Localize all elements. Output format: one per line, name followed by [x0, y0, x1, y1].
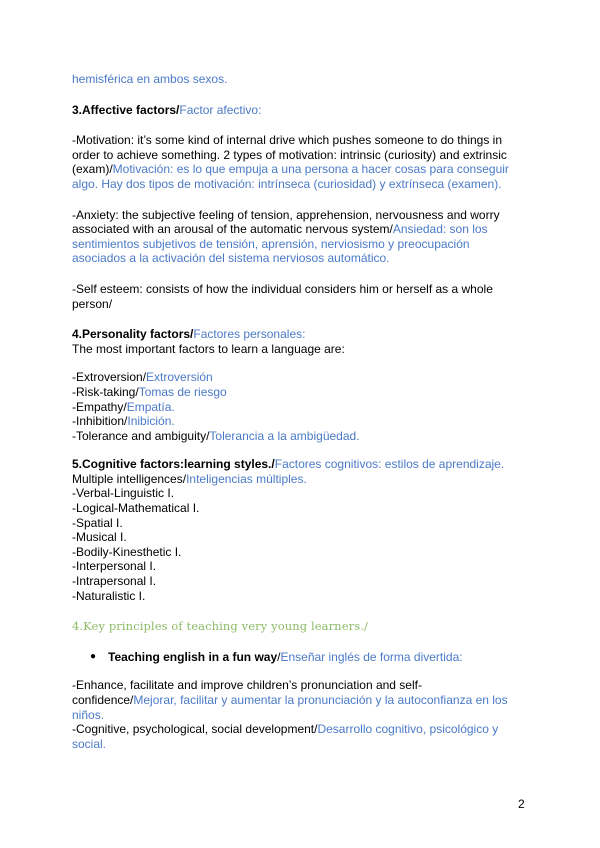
anxiety-paragraph [72, 208, 522, 266]
document-page [72, 72, 522, 751]
list-item [72, 400, 522, 415]
list-item: -Musical I. [72, 530, 127, 545]
principles-heading: 4.Key principles of teaching very young learners./ [72, 619, 368, 634]
list-item-es: Extroversión [146, 370, 213, 385]
list-item: -Spatial I. [72, 515, 123, 530]
list-item-en: -Inhibition/ [72, 414, 128, 429]
list-item-es: Tolerancia a la ambigüedad. [209, 428, 360, 443]
enhance-en: -Enhance, facilitate and improve children’s pronunciation and self-confidence/ [72, 678, 422, 707]
motivation-es: Motivación: es lo que empuja a una persona a hacer cosas para conseguir algo. Hay dos tipos de motivación: intrínseca (curiosidad) y extrínseca (examen). [72, 162, 509, 191]
selfesteem-paragraph: -Self esteem: consists of how the individual considers him or herself as a whole person/ [72, 281, 493, 311]
list-item-en: -Tolerance and ambiguity/ [72, 428, 210, 443]
bullet-dot-icon: ● [90, 650, 97, 662]
list-item-es: Inibición. [127, 414, 175, 429]
anxiety-en: -Anxiety: the subjective feeling of tension, apprehension, nervousness and worry associated with an arousal of the automatic nervous system/ [72, 207, 500, 237]
affective-heading-en: 3.Affective factors/ [72, 102, 180, 117]
list-item [72, 370, 522, 385]
cognitive-heading [72, 457, 522, 472]
list-item: -Bodily-Kinesthetic I. [72, 544, 182, 559]
list-item-es: Empatía. [126, 399, 175, 414]
anxiety-es: Ansiedad: son los sentimientos subjetivos de tensión, aprensión, nerviosismo y preocupación asociados a la activación del sistema nerviosos automático. [72, 222, 488, 266]
list-item: -Interpersonal I. [72, 559, 157, 574]
development-paragraph [72, 722, 522, 751]
personality-intro: The most important factors to learn a language are: [72, 341, 345, 356]
list-item-en: -Risk-taking/ [72, 384, 139, 399]
motivation-en: -Motivation: it’s some kind of internal drive which pushes someone to do things in order to achieve something. 2 types of motivation: intrinsic (curiosity) and extrinsic (exam)/ [72, 133, 507, 177]
page-number: 2 [518, 797, 525, 811]
bullet-text [108, 650, 463, 665]
development-en: -Cognitive, psychological, social development/ [72, 722, 318, 737]
personality-heading-es: Factores personales: [193, 327, 306, 342]
motivation-paragraph [72, 133, 522, 191]
cognitive-heading-en: 5.Cognitive factors:learning styles./ [72, 457, 275, 472]
bullet-en: Teaching english in a fun way [108, 649, 278, 664]
list-item [72, 385, 522, 400]
enhance-es: Mejorar, facilitar y aumentar la pronunciación y la autoconfianza en los niños. [72, 693, 508, 722]
bullet-separator: / [277, 649, 281, 664]
list-item-es: Tomas de riesgo [138, 384, 227, 399]
personality-heading-en: 4.Personality factors/ [72, 327, 194, 342]
intelligences-list [72, 486, 522, 603]
list-item: -Intrapersonal I. [72, 574, 157, 589]
intro-tail: hemisférica en ambos sexos. [72, 72, 228, 86]
bullet-es: Enseñar inglés de forma divertida: [280, 649, 463, 664]
list-item-en: -Empathy/ [72, 399, 127, 414]
list-item: -Verbal-Linguistic I. [72, 486, 175, 501]
list-item-en: -Extroversion/ [72, 370, 147, 385]
list-item: -Naturalistic I. [72, 588, 146, 603]
enhance-paragraph [72, 678, 522, 722]
mi-es: Inteligencias múltiples. [186, 471, 307, 486]
principles-bullet [90, 650, 522, 665]
multiple-intelligences [72, 472, 522, 487]
affective-heading [72, 103, 522, 118]
list-item: -Logical-Mathematical I. [72, 501, 200, 516]
personality-list [72, 370, 522, 443]
list-item [72, 429, 522, 444]
cognitive-heading-es: Factores cognitivos: estilos de aprendizaje. [274, 457, 505, 472]
list-item [72, 414, 522, 429]
mi-en: Multiple intelligences/ [72, 471, 187, 486]
development-es: Desarrollo cognitivo, psicológico y social. [72, 722, 499, 751]
affective-heading-es: Factor afectivo: [179, 102, 262, 117]
personality-heading [72, 327, 522, 342]
